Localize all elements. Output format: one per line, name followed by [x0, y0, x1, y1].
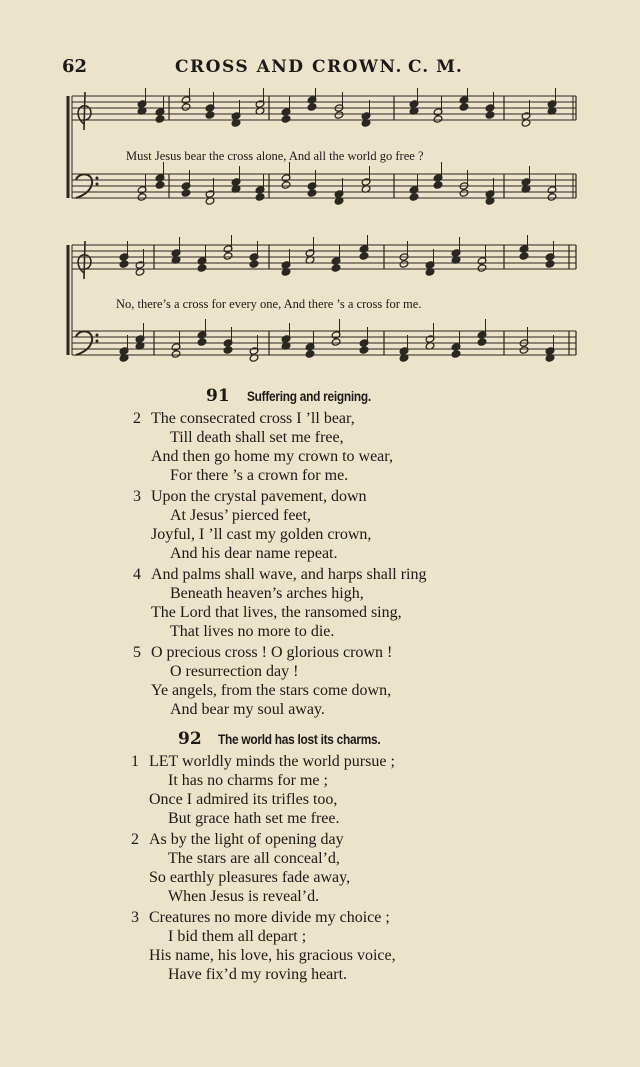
- tune-meter: C. M.: [408, 57, 463, 77]
- note-head: [334, 111, 344, 119]
- bass-clef-dot: [96, 183, 99, 186]
- hymn-subtitle: Suffering and reigning.: [247, 389, 371, 404]
- verse-line: Upon the crystal pavement, down: [151, 488, 367, 505]
- verse-line: So earthly pleasures fade away,: [149, 869, 351, 886]
- verse-number: 5: [133, 644, 141, 661]
- note-head: [281, 181, 291, 189]
- hymn-number: 91: [206, 386, 230, 406]
- hymn-subtitle: The world has lost its charms.: [218, 732, 381, 747]
- note-head: [451, 350, 461, 358]
- lyric-line-1: Must Jesus bear the cross alone, And all the world go free ?: [126, 149, 424, 163]
- note-head: [433, 181, 443, 189]
- note-head: [305, 350, 315, 358]
- verse-number: 2: [133, 410, 141, 427]
- note-head: [547, 193, 557, 201]
- note-head: [181, 103, 191, 111]
- note-head: [477, 338, 487, 346]
- note-head: [433, 115, 443, 123]
- verse-line: It has no charms for me ;: [168, 772, 328, 789]
- note-head: [181, 189, 191, 197]
- verse-line: Joyful, I ’ll cast my golden crown,: [151, 526, 372, 543]
- lyric-line-2: No, there’s a cross for every one, And there ’s a cross for me.: [116, 297, 422, 311]
- verse-line: And his dear name repeat.: [170, 545, 338, 562]
- verse-line: I bid them all depart ;: [168, 928, 307, 945]
- hymn-92-heading: [0, 729, 640, 751]
- verse-number: 3: [131, 909, 139, 926]
- verse-line: Beneath heaven’s arches high,: [170, 585, 364, 602]
- music-system-1: [64, 88, 580, 216]
- verse-line: And then go home my crown to wear,: [151, 448, 393, 465]
- page-header: [0, 56, 640, 80]
- note-head: [137, 193, 147, 201]
- note-head: [545, 260, 555, 268]
- note-head: [459, 103, 469, 111]
- verse-line: At Jesus’ pierced feet,: [170, 507, 311, 524]
- note-head: [255, 193, 265, 201]
- note-head: [477, 264, 487, 272]
- bass-clef-dot: [96, 340, 99, 343]
- verse-line: And bear my soul away.: [170, 701, 325, 718]
- verse-number: 2: [131, 831, 139, 848]
- tune-title: CROSS AND CROWN.: [175, 57, 403, 77]
- verse-line: O precious cross ! O glorious crown !: [151, 644, 393, 661]
- verse-number: 3: [133, 488, 141, 505]
- verse-line: And palms shall wave, and harps shall ring: [151, 566, 427, 583]
- note-head: [155, 115, 165, 123]
- music-system-2: [64, 235, 580, 375]
- verse-number: 1: [131, 753, 139, 770]
- verse-line: Ye angels, from the stars come down,: [151, 682, 392, 699]
- verse-line: As by the light of opening day: [149, 831, 344, 848]
- note-head: [307, 103, 317, 111]
- hymn-91-heading: [0, 386, 640, 408]
- note-head: [171, 350, 181, 358]
- verse-line: That lives no more to die.: [170, 623, 335, 640]
- verse-line: The stars are all conceal’d,: [168, 850, 340, 867]
- note-head: [519, 346, 529, 354]
- verse-line: Creatures no more divide my choice ;: [149, 909, 390, 926]
- note-head: [281, 115, 291, 123]
- verse-line: His name, his love, his gracious voice,: [149, 947, 396, 964]
- note-head: [459, 189, 469, 197]
- note-head: [359, 252, 369, 260]
- bass-clef-dot: [96, 334, 99, 337]
- note-head: [519, 252, 529, 260]
- note-head: [205, 111, 215, 119]
- note-head: [331, 264, 341, 272]
- verse-line: Till death shall set me free,: [170, 429, 344, 446]
- verse-line: Have fix’d my roving heart.: [168, 966, 348, 983]
- verse-number: 4: [133, 566, 141, 583]
- note-head: [223, 346, 233, 354]
- note-head: [409, 193, 419, 201]
- note-head: [119, 260, 129, 268]
- note-head: [485, 111, 495, 119]
- treble-clef: [78, 241, 91, 279]
- page-number: 62: [62, 56, 88, 77]
- note-head: [399, 260, 409, 268]
- verse-line: When Jesus is reveal’d.: [168, 888, 320, 905]
- note-head: [359, 346, 369, 354]
- verse-line: The Lord that lives, the ransomed sing,: [151, 604, 402, 621]
- note-head: [331, 338, 341, 346]
- note-head: [223, 252, 233, 260]
- verse-line: Once I admired its trifles too,: [149, 791, 338, 808]
- verse-line: O resurrection day !: [170, 663, 299, 680]
- verse-line: The consecrated cross I ’ll bear,: [151, 410, 355, 427]
- note-head: [307, 189, 317, 197]
- note-head: [249, 260, 259, 268]
- hymn-number: 92: [178, 729, 202, 749]
- bass-clef-dot: [96, 177, 99, 180]
- verse-line: LET worldly minds the world pursue ;: [149, 753, 395, 770]
- note-head: [197, 264, 207, 272]
- note-head: [197, 338, 207, 346]
- treble-clef: [78, 92, 91, 130]
- note-head: [155, 181, 165, 189]
- verse-line: But grace hath set me free.: [168, 810, 340, 827]
- verse-line: For there ’s a crown for me.: [170, 467, 349, 484]
